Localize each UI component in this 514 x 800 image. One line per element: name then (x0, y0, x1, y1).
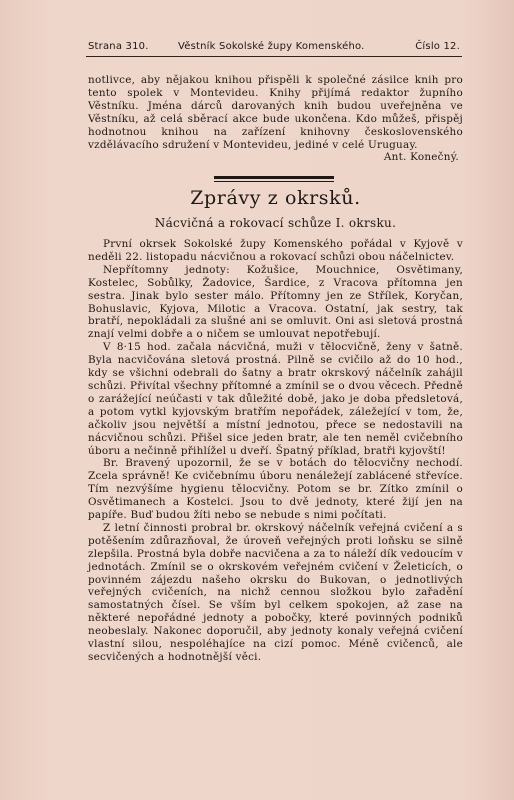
header-rule (86, 56, 462, 57)
page-number: Strana 310. (88, 41, 149, 52)
intro-block (88, 74, 463, 164)
body-paragraph: V 8·15 hod. začala nácvičná, muži v tělocvičně, ženy v šatně. Byla nacvičována sletová prostná. Pilně se cvičilo až do 10 hod., kdy se všichni odebrali do šatny a bratr okrskový náčelník zahájil schůzi. Přivítal všechny přítomné a zmínil se o dvou věcech. Předně o zarážející neúčasti v tak důležité době, jako je doba předsletová, a potom vytkl kyjovským bratřím nepořádek, záležející v tom, že, ačkoliv jsou největší a místní jednotou, přece se nedostavili na nácvičnou schůzi. Přišel sice jeden bratr, ale ten neměl cvičebního úboru a nečinně přihlížel u dveří. Špatný příklad, bratři kyjovští! (88, 341, 463, 457)
journal-title: Věstník Sokolské župy Komenského. (178, 41, 365, 52)
body-paragraph: Br. Bravený upozornil, že se v botách do tělocvičny nechodí. Zcela správně! Ke cvičebnímu úboru nenáležejí zablácené střevíce. Tím nezvýšíme hygienu tělocvičny. Potom se br. Zítko zmínil o Osvětimanech a Kostelci. Jsou to dvě jednoty, které žijí jen na papíře. Buď budou žíti nebo se nebude s nimi počítati. (88, 457, 463, 522)
author-signature: Ant. Konečný. (383, 151, 459, 164)
section-divider (214, 176, 334, 182)
body-paragraph: Nepřítomny jednoty: Kožušice, Mouchnice, Osvětimany, Kostelec, Sobůlky, Žadovice, Šardice, z Vracova přítomna jen sestra. Jinak bylo sester málo. Přítomny jen ze Střílek, Koryčan, Bohuslavic, Kyjova, Milotic a Vracova. Ostatní, jak sestry, tak bratří, nepokládali za slušné ani se omluvit. Oni asi sletová prostná znají velmi dobře a o ničem se umlouvat nepotřebují. (88, 263, 463, 341)
section-title: Zprávy z okrsků. (190, 187, 361, 209)
issue-number: Číslo 12. (415, 41, 460, 52)
section-subtitle: Nácvičná a rokovací schůze I. okrsku. (154, 216, 397, 230)
body-paragraph: Z letní činnosti probral br. okrskový náčelník veřejná cvičení a s potěšením zdůrazňoval, že úroveň veřejných proti loňsku se silně zlepšila. Prostná byla dobře nacvičena a za to náleží dík vedoucím v jednotách. Zmínil se o okrskovém veřejném cvičení v Želeticích, o povinném zájezdu našeho okrsku do Bukovan, o jednotlivých veřejných cvičeních, na nichž cennou složkou bylo zařadění samostatných čísel. Se vším byl celkem spokojen, až zase na některé nepořádné jednoty a pobočky, které povinných podniků neobeslaly. Nakonec doporučil, aby jednoty konaly veřejná cvičení vlastní silou, nespoléhajíce na cizí pomoc. Méně cvičenců, ale secvičených a hodnotnější věci. (88, 521, 463, 663)
report-body (88, 238, 463, 664)
body-paragraph: První okrsek Sokolské župy Komenského pořádal v Kyjově v neděli 22. listopadu nácvičnou a rokovací schůzi obou náčelnictev. (88, 238, 463, 263)
intro-paragraph: notlivce, aby nějakou knihou přispěli k společné zásilce knih pro tento spolek v Montevideu. Knihy přijímá redaktor župního Věstníku. Jména dárců darovaných knih budou uveřejněna ve Věstníku, až celá sběrací akce bude ukončena. Kdo můžeš, přispěj hodnotnou knihou na zařízení knihovny československého vzdělávacího sdružení v Montevideu, jediné v celé Uruguay. (88, 74, 463, 151)
